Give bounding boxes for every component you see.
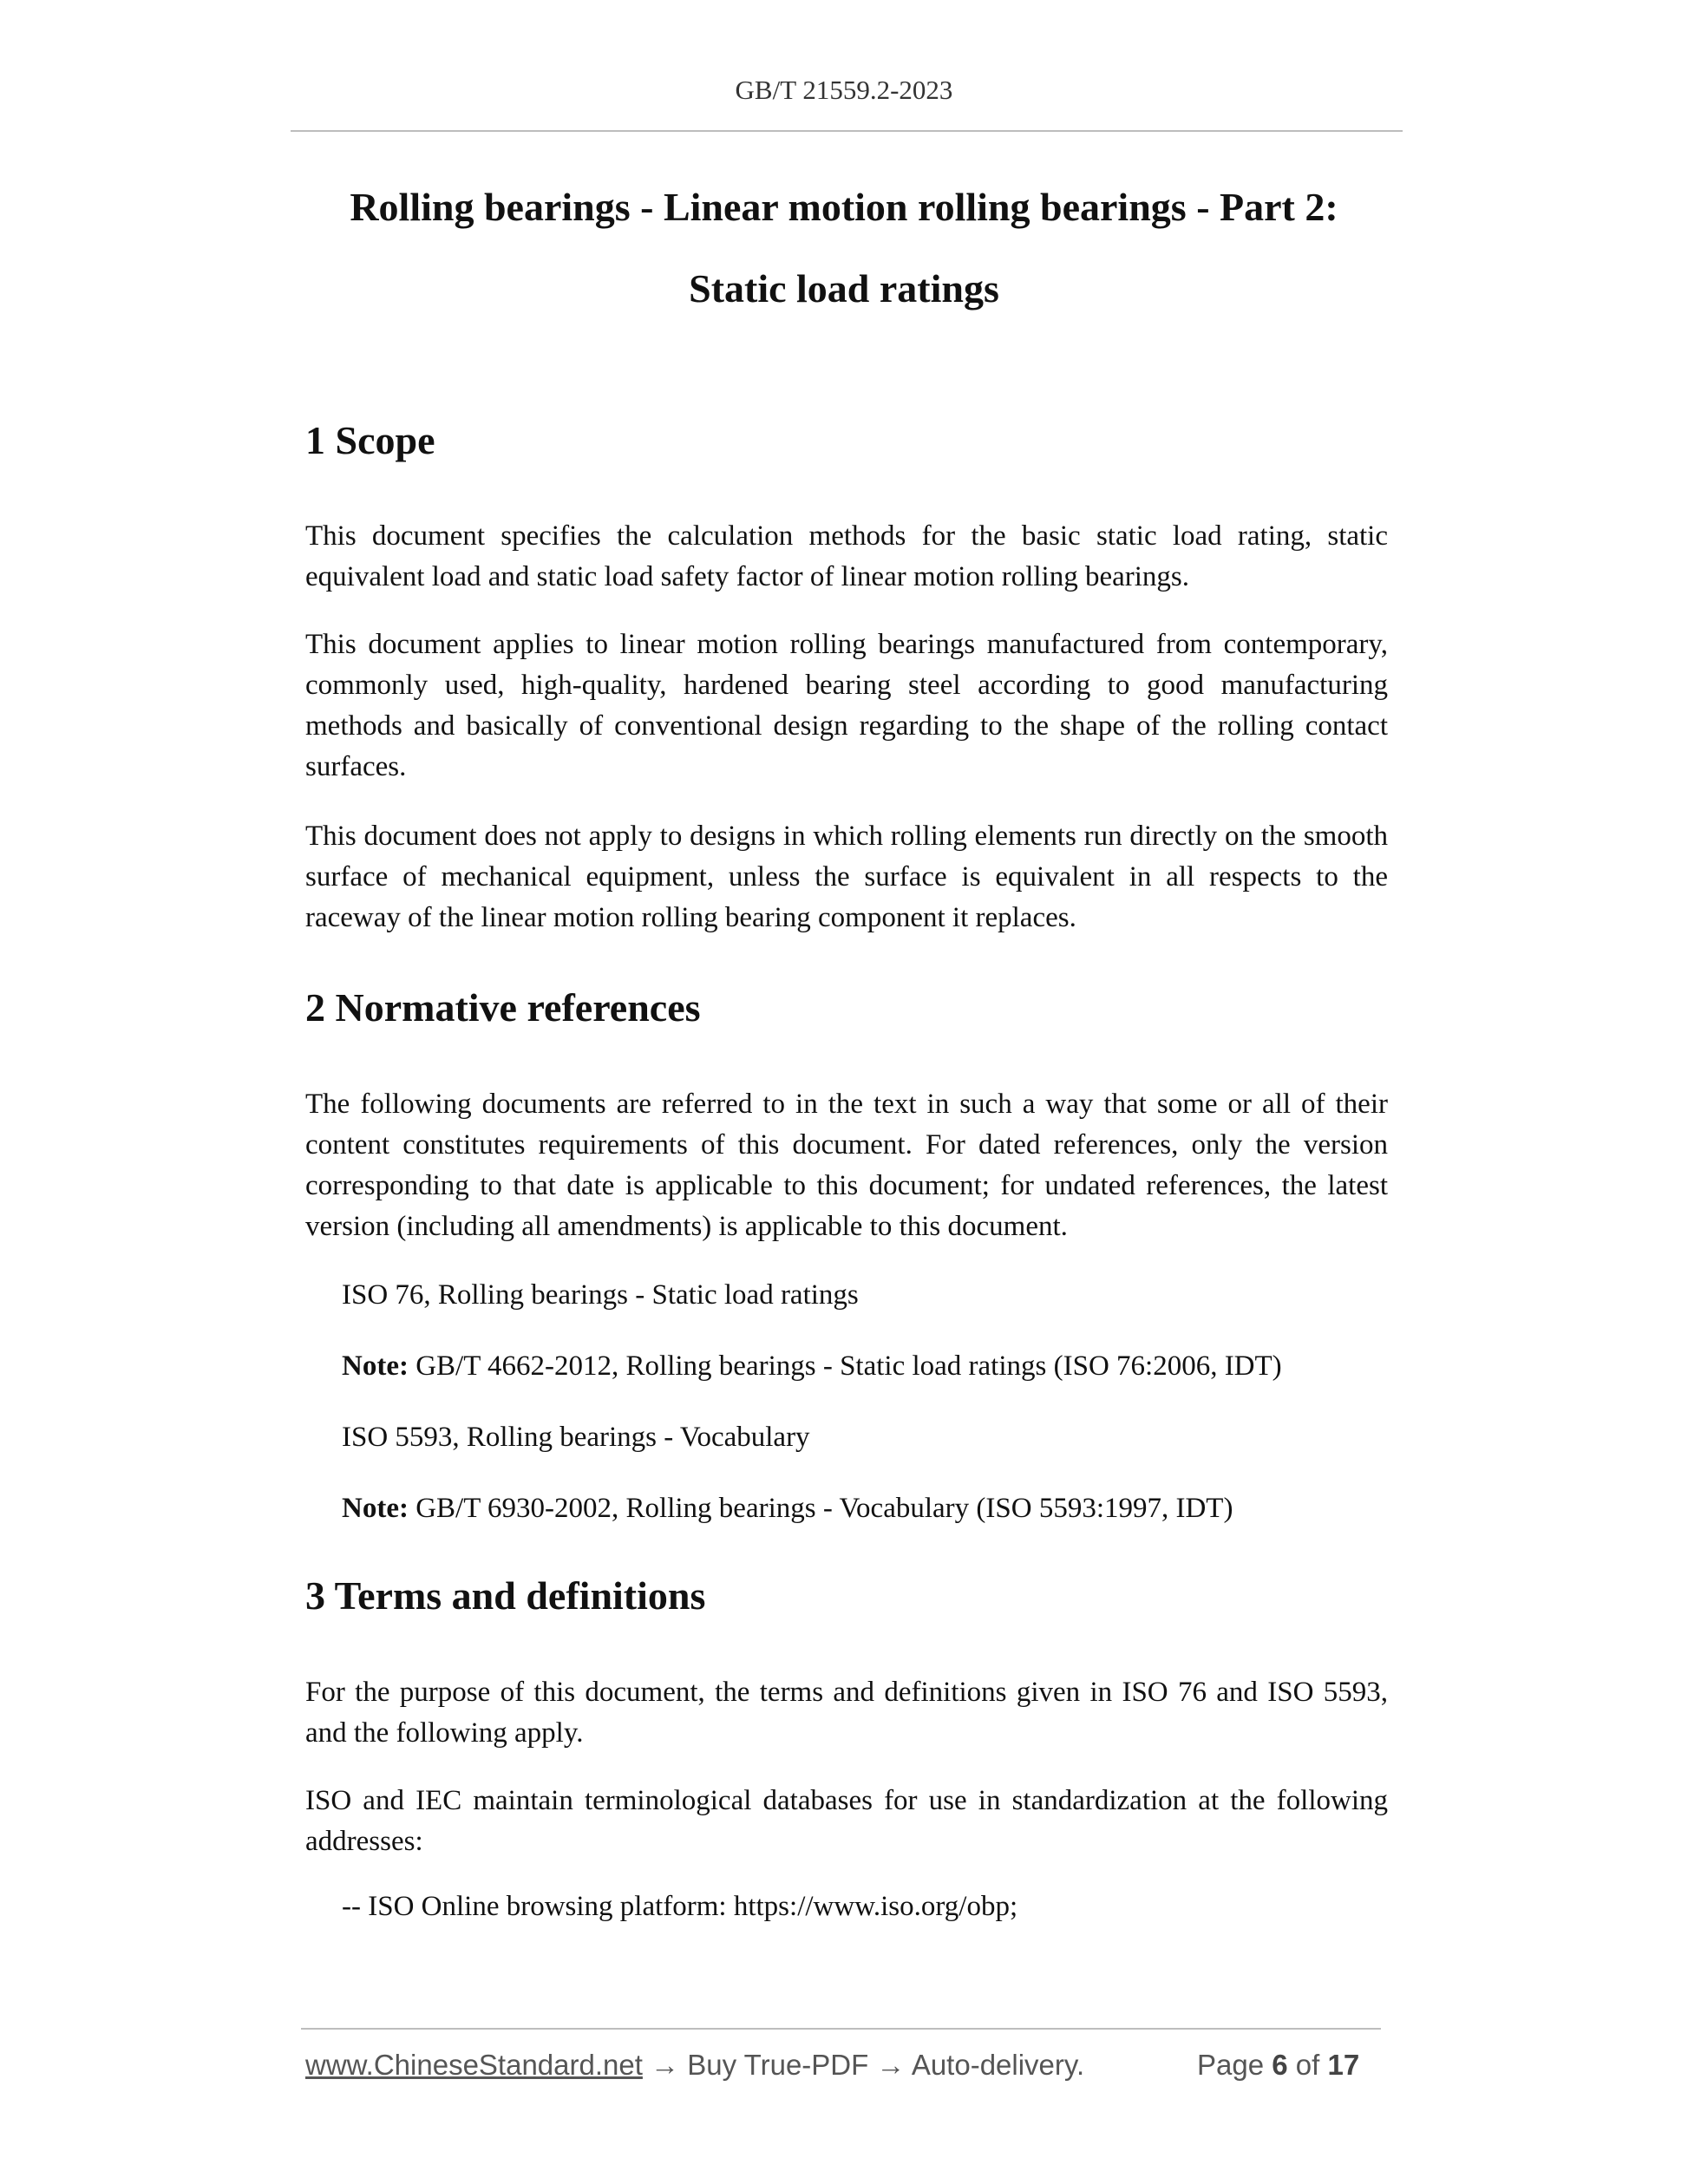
page-label: Page: [1197, 2049, 1273, 2081]
page-current: 6: [1272, 2049, 1288, 2081]
reference-iso-5593: ISO 5593, Rolling bearings - Vocabulary: [342, 1422, 810, 1453]
document-title-line-1: Rolling bearings - Linear motion rolling bearings - Part 2:: [350, 185, 1338, 229]
footer-promo: [305, 2049, 1084, 2082]
normative-references-paragraph: The following documents are referred to in the text in such a way that some or all of their content constitutes requirements of this document. For dated references, only the version corresponding to that date is applicable to this document; for undated references, the latest version (including all amendments) is applicable to this document.: [305, 1089, 1388, 1242]
note-label: Note:: [342, 1350, 409, 1382]
section-3-heading: 3 Terms and definitions: [305, 1573, 706, 1618]
running-header: GB/T 21559.2-2023: [735, 75, 953, 105]
footer-site-link[interactable]: www.ChineseStandard.net: [305, 2049, 643, 2081]
note-text: GB/T 6930-2002, Rolling bearings - Vocabulary (ISO 5593:1997, IDT): [408, 1493, 1233, 1524]
iso-obp-list-item: -- ISO Online browsing platform: https://www.iso.org/obp;: [342, 1891, 1018, 1922]
page-total: 17: [1327, 2049, 1360, 2081]
note-label: Note:: [342, 1493, 409, 1524]
scope-paragraph-1: This document specifies the calculation methods for the basic static load rating, static equivalent load and static load safety factor of linear motion rolling bearings.: [305, 520, 1388, 592]
section-2-heading: 2 Normative references: [305, 985, 701, 1030]
section-1-heading: 1 Scope: [305, 418, 435, 462]
terms-paragraph-2: ISO and IEC maintain terminological databases for use in standardization at the following addresses:: [305, 1785, 1388, 1857]
scope-paragraph-2: This document applies to linear motion rolling bearings manufactured from contemporary, commonly used, high-quality, hardened bearing steel according to good manufacturing methods and basically of conventional design regarding to the shape of the rolling contact surfaces.: [305, 629, 1388, 782]
footer-promo-text: → Buy True-PDF → Auto-delivery.: [642, 2049, 1085, 2081]
header-divider: [291, 130, 1403, 132]
reference-note-1: [342, 1346, 1282, 1387]
footer-divider: [301, 2028, 1381, 2030]
scope-paragraph-3: This document does not apply to designs in which rolling elements run directly on the smooth surface of mechanical equipment, unless the surface is equivalent in all respects to the raceway of the linear motion rolling bearing component it replaces.: [305, 821, 1388, 933]
document-title-line-2: Static load ratings: [689, 266, 999, 311]
page-indicator: [1197, 2049, 1359, 2082]
page-of: of: [1287, 2049, 1328, 2081]
note-text: GB/T 4662-2012, Rolling bearings - Static load ratings (ISO 76:2006, IDT): [408, 1350, 1282, 1382]
reference-iso-76: ISO 76, Rolling bearings - Static load ratings: [342, 1279, 859, 1311]
terms-paragraph-1: For the purpose of this document, the terms and definitions given in ISO 76 and ISO 5593, and the following apply.: [305, 1677, 1388, 1749]
reference-note-2: [342, 1488, 1233, 1529]
